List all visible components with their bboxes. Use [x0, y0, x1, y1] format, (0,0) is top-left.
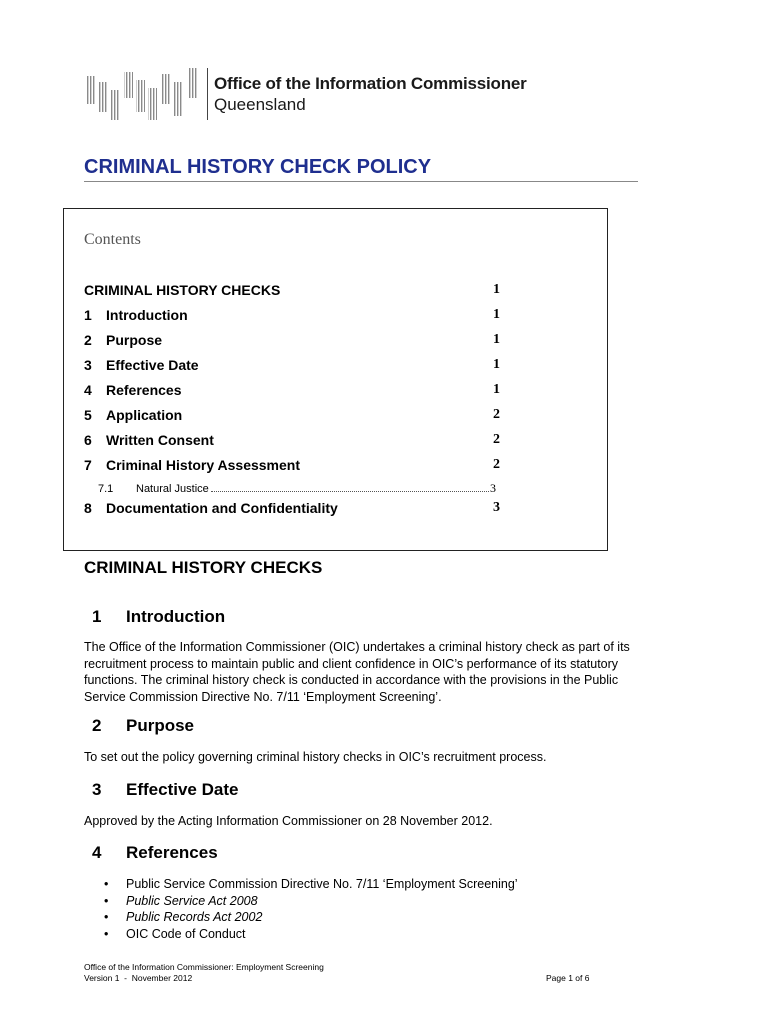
list-item-text: Public Records Act 2002 [126, 910, 263, 924]
toc-entry-label: Documentation and Confidentiality [106, 500, 338, 516]
toc-entry-number: 5 [84, 407, 92, 423]
section-body: Approved by the Acting Information Commissioner on 28 November 2012. [84, 814, 493, 828]
toc-entry[interactable] [84, 407, 500, 427]
section-body: The Office of the Information Commissioner (OIC) undertakes a criminal history check as part of its recruitment process to maintain public and client confidence in OIC’s performance of its statutory functions. The criminal history check is conducted in accordance with the provisions in the Public Service Commission Directive No. 7/11 ‘Employment Screening’. [84, 640, 630, 704]
toc-subentry[interactable] [98, 481, 496, 496]
section-title: References [126, 843, 218, 862]
toc-entry-label: Effective Date [106, 357, 199, 373]
toc-entry-number: 2 [84, 332, 92, 348]
section-body: To set out the policy governing criminal history checks in OIC’s recruitment process. [84, 750, 547, 764]
list-item-text: Public Service Act 2008 [126, 893, 258, 908]
toc-entry[interactable] [84, 282, 500, 302]
toc-entry-page: 2 [493, 457, 500, 472]
bullet-icon: • [104, 926, 109, 941]
toc-subentry-number: 7.1 [98, 483, 114, 495]
document-title: CRIMINAL HISTORY CHECK POLICY [84, 156, 432, 178]
toc-entry[interactable] [84, 382, 500, 402]
toc-entry-number: 1 [84, 307, 92, 323]
logo-organisation-name: Office of the Information Commissioner [214, 74, 527, 93]
toc-subentry-page: 3 [490, 481, 496, 495]
list-item [84, 893, 644, 910]
footer-info [84, 962, 324, 984]
list-item [84, 876, 644, 893]
references-list [84, 876, 644, 942]
toc-subentry-label: Natural Justice [136, 483, 209, 495]
section-title: Purpose [126, 716, 195, 735]
toc-entry-label: Written Consent [106, 432, 214, 448]
toc-entry[interactable] [84, 457, 500, 477]
footer-version: Version 1 - November 2012 [84, 973, 193, 983]
contents-heading: Contents [84, 231, 141, 248]
toc-entry-label: Purpose [106, 332, 163, 348]
toc-entry-page: 1 [493, 332, 500, 347]
bullet-icon: • [104, 910, 109, 924]
title-underline [84, 181, 638, 182]
toc-entry[interactable] [84, 332, 500, 352]
toc-entry-label: CRIMINAL HISTORY CHECKS [84, 282, 281, 298]
bullet-icon: • [104, 877, 109, 891]
section-number: 4 [92, 843, 102, 862]
section-title: Effective Date [126, 780, 239, 799]
footer-page-number: Page 1 of 6 [546, 973, 590, 983]
toc-entry-number: 7 [84, 457, 92, 473]
toc-entry[interactable] [84, 307, 500, 327]
toc-entry-page: 1 [493, 307, 500, 322]
section-number: 2 [92, 716, 102, 735]
main-heading: CRIMINAL HISTORY CHECKS [84, 558, 323, 577]
toc-entry-label: Introduction [106, 307, 188, 323]
toc-entry-number: 8 [84, 500, 92, 516]
toc-entry-label: Criminal History Assessment [106, 457, 300, 473]
footer-document-name: Office of the Information Commissioner: Employment Screening [84, 962, 324, 972]
toc-entry-label: Application [106, 407, 183, 423]
toc-entry-page: 2 [493, 407, 500, 422]
section-number: 1 [92, 607, 102, 626]
section-number: 3 [92, 780, 102, 799]
list-item-text: Public Service Commission Directive No. 7/11 ‘Employment Screening’ [126, 877, 518, 891]
toc-entry-page: 3 [493, 500, 500, 515]
logo-state-name: Queensland [214, 95, 306, 114]
toc-entry[interactable] [84, 500, 500, 520]
list-item [84, 909, 644, 926]
oic-logo-graphic [84, 68, 202, 120]
toc-entry-label: References [106, 382, 182, 398]
toc-entry-number: 3 [84, 357, 92, 373]
list-item-text: OIC Code of Conduct [126, 926, 246, 941]
section-title: Introduction [126, 607, 226, 626]
toc-entry-page: 2 [493, 432, 500, 447]
toc-entry-number: 6 [84, 432, 92, 448]
toc-entry[interactable] [84, 432, 500, 452]
toc-entry[interactable] [84, 357, 500, 377]
logo-divider [207, 68, 208, 120]
list-item [84, 926, 644, 943]
toc-dot-leader [211, 491, 489, 492]
toc-entry-page: 1 [493, 382, 500, 397]
toc-entry-page: 1 [493, 357, 500, 372]
toc-entry-number: 4 [84, 382, 92, 398]
bullet-icon: • [104, 893, 109, 908]
toc-entry-page: 1 [493, 282, 500, 297]
